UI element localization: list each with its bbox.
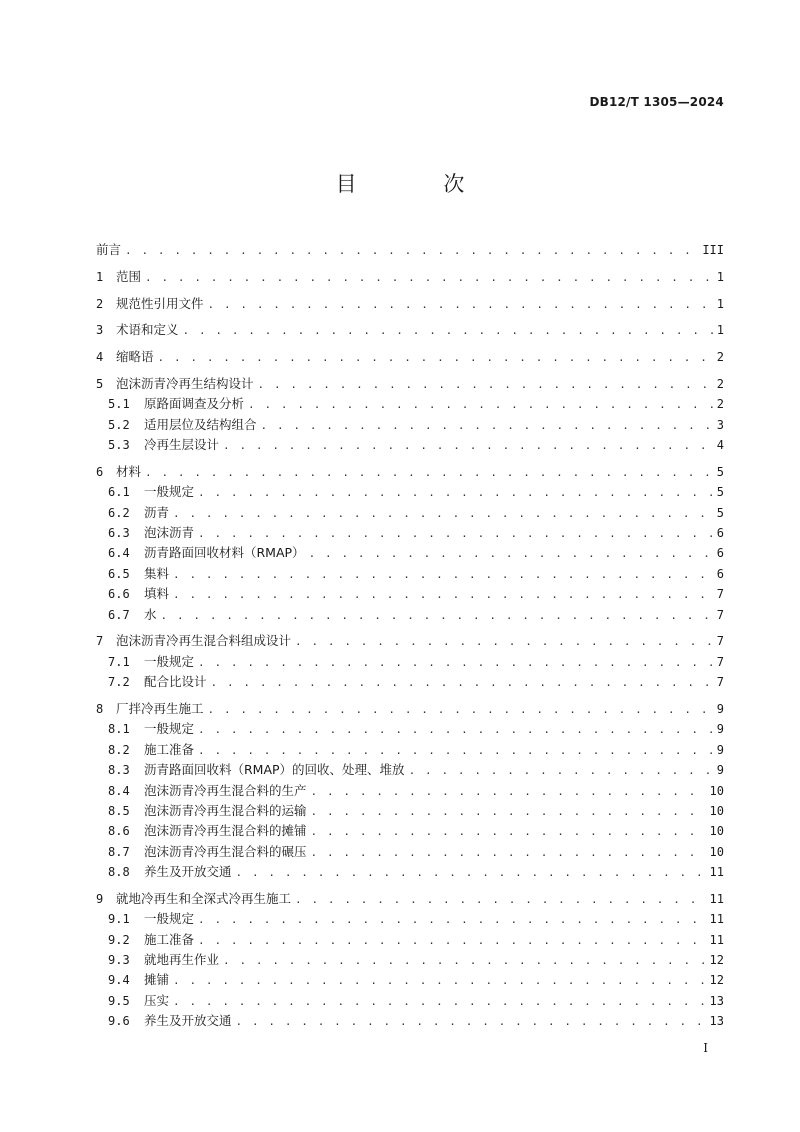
toc-entry[interactable] — [96, 699, 724, 719]
toc-leader-dots — [295, 632, 713, 652]
toc-entry-page: 6 — [716, 566, 724, 581]
toc-leader-dots — [173, 504, 713, 524]
toc-entry-page: 1 — [716, 269, 724, 284]
toc-entry-label: 适用层位及结构组合 — [144, 416, 257, 432]
toc-entry-label: 配合比设计 — [144, 674, 207, 690]
toc-entry-page: 7 — [716, 675, 724, 690]
toc-entry-label: 泡沫沥青冷再生结构设计 — [116, 375, 254, 391]
page-number: I — [703, 1041, 708, 1055]
toc-entry[interactable] — [96, 320, 724, 340]
toc-entry[interactable] — [96, 930, 724, 950]
toc-leader-dots — [198, 524, 713, 544]
toc-entry-number: 8.8 — [108, 865, 130, 880]
toc-entry-number: 1 — [96, 269, 104, 284]
toc-leader-dots — [198, 741, 713, 761]
toc-entry-page: 11 — [709, 865, 724, 880]
toc-entry-number: 4 — [96, 350, 104, 365]
toc-entry-label: 范围 — [116, 268, 142, 284]
toc-entry-label: 泡沫沥青冷再生混合料的摊铺 — [144, 823, 307, 839]
toc-entry-label: 一般规定 — [144, 653, 195, 669]
toc-entry-label: 集料 — [144, 565, 170, 581]
toc-entry-page: III — [702, 243, 724, 257]
toc-entry-number: 2 — [96, 296, 104, 311]
toc-entry-label: 养生及开放交通 — [144, 864, 232, 880]
toc-entry-number: 5.2 — [108, 417, 130, 432]
toc-entry-number: 5.3 — [108, 438, 130, 453]
toc-entry-page: 2 — [716, 350, 724, 365]
toc-entry-page: 7 — [716, 607, 724, 622]
toc-entry-number: 6.5 — [108, 566, 130, 581]
toc-entry[interactable] — [96, 672, 724, 692]
toc-entry-label: 水 — [144, 606, 157, 622]
toc-leader-dots — [173, 565, 713, 585]
toc-entry-number: 7.1 — [108, 654, 130, 669]
toc-entry-page: 10 — [709, 824, 724, 839]
toc-entry-label: 规范性引用文件 — [116, 295, 204, 311]
toc-entry-page: 7 — [716, 654, 724, 669]
toc-entry-label: 养生及开放交通 — [144, 1013, 232, 1029]
toc-entry-number: 9 — [96, 891, 104, 906]
toc-entry-label: 压实 — [144, 992, 170, 1008]
toc-entry[interactable] — [96, 909, 724, 929]
toc-entry-page: 12 — [709, 953, 724, 968]
toc-leader-dots — [125, 241, 698, 261]
toc-entry-number: 6 — [96, 464, 104, 479]
toc-entry-label: 一般规定 — [144, 721, 195, 737]
toc-entry[interactable] — [96, 415, 724, 435]
toc-entry-label: 就地冷再生和全深式冷再生施工 — [116, 890, 292, 906]
toc-leader-dots — [173, 971, 706, 991]
toc-leader-dots — [198, 931, 706, 951]
toc-entry-number: 9.3 — [108, 953, 130, 968]
toc-entry[interactable] — [96, 564, 724, 584]
toc-entry-page: 12 — [709, 973, 724, 988]
toc-leader-dots — [198, 483, 713, 503]
toc-leader-dots — [309, 544, 713, 564]
toc-entry[interactable] — [96, 781, 724, 801]
toc-entry-label: 就地再生作业 — [144, 952, 220, 968]
toc-leader-dots — [211, 673, 713, 693]
toc-entry-number: 8.7 — [108, 844, 130, 859]
toc-entry-number: 8.1 — [108, 722, 130, 737]
toc-entry-page: 9 — [716, 763, 724, 778]
toc-entry-number: 9.5 — [108, 993, 130, 1008]
toc-entry-number: 6.2 — [108, 505, 130, 520]
toc-entry-page: 7 — [716, 634, 724, 649]
toc-entry[interactable] — [96, 523, 724, 543]
toc-entry-number: 5.1 — [108, 397, 130, 412]
toc-leader-dots — [208, 700, 713, 720]
toc-entry[interactable] — [96, 347, 724, 367]
toc-entry-label: 沥青路面回收料（RMAP）的回收、处理、堆放 — [144, 762, 405, 778]
toc-entry[interactable] — [96, 991, 724, 1011]
toc-entry-label: 前言 — [96, 242, 122, 257]
toc-entry-label: 填料 — [144, 586, 170, 602]
toc-entry[interactable] — [96, 374, 724, 394]
toc-entry-number: 7 — [96, 634, 104, 649]
toc-entry-number: 8.4 — [108, 783, 130, 798]
toc-entry[interactable] — [96, 435, 724, 455]
toc-entry[interactable] — [96, 605, 724, 625]
standard-code: DB12/T 1305—2024 — [589, 95, 724, 109]
toc-entry-number: 8.5 — [108, 803, 130, 818]
toc-entry-page: 6 — [716, 546, 724, 561]
toc-entry-page: 13 — [709, 1014, 724, 1029]
toc-entry[interactable] — [96, 240, 724, 260]
toc-entry[interactable] — [96, 294, 724, 314]
toc-entry-page: 4 — [716, 438, 724, 453]
toc-leader-dots — [258, 375, 713, 395]
toc-entry-number: 3 — [96, 323, 104, 338]
toc-entry-page: 9 — [716, 701, 724, 716]
toc-entry-page: 5 — [716, 485, 724, 500]
toc-leader-dots — [223, 436, 713, 456]
toc-entry-label: 材料 — [116, 463, 142, 479]
toc-entry-page: 1 — [716, 323, 724, 338]
toc-entry[interactable] — [96, 503, 724, 523]
toc-entry-page: 2 — [716, 397, 724, 412]
toc-entry[interactable] — [96, 760, 724, 780]
toc-leader-dots — [236, 1012, 706, 1032]
toc-entry-number: 6.7 — [108, 607, 130, 622]
toc-entry[interactable] — [96, 950, 724, 970]
toc-entry-page: 11 — [709, 891, 724, 906]
toc-entry-page: 5 — [716, 505, 724, 520]
toc-leader-dots — [161, 606, 713, 626]
toc-leader-dots — [183, 321, 713, 341]
toc-entry-number: 9.4 — [108, 973, 130, 988]
toc-entry-label: 冷再生层设计 — [144, 437, 220, 453]
toc-entry[interactable] — [96, 543, 724, 563]
toc-entry[interactable] — [96, 584, 724, 604]
toc-entry[interactable] — [96, 631, 724, 651]
toc-entry-label: 泡沫沥青冷再生混合料组成设计 — [116, 633, 292, 649]
toc-entry[interactable] — [96, 719, 724, 739]
toc-entry-number: 8 — [96, 701, 104, 716]
toc-entry-label: 泡沫沥青冷再生混合料的碾压 — [144, 843, 307, 859]
toc-entry-page: 9 — [716, 722, 724, 737]
toc-entry-number: 6.1 — [108, 485, 130, 500]
toc-entry-number: 6.3 — [108, 526, 130, 541]
toc-entry-number: 6.6 — [108, 587, 130, 602]
toc-entry[interactable] — [96, 267, 724, 287]
toc-entry-page: 10 — [709, 803, 724, 818]
toc-entry[interactable] — [96, 842, 724, 862]
toc-entry[interactable] — [96, 970, 724, 990]
toc-entry-label: 一般规定 — [144, 911, 195, 927]
toc-entry[interactable] — [96, 394, 724, 414]
toc-leader-dots — [198, 653, 713, 673]
toc-leader-dots — [261, 416, 713, 436]
toc-entry[interactable] — [96, 821, 724, 841]
toc-entry-number: 8.2 — [108, 742, 130, 757]
toc-entry-page: 3 — [716, 417, 724, 432]
toc-entry[interactable] — [96, 652, 724, 672]
toc-leader-dots — [208, 295, 713, 315]
toc-entry-number: 7.2 — [108, 675, 130, 690]
toc-entry[interactable] — [96, 462, 724, 482]
toc-entry-label: 摊铺 — [144, 972, 170, 988]
toc-leader-dots — [173, 992, 706, 1012]
toc-entry-page: 2 — [716, 376, 724, 391]
toc-entry-number: 8.6 — [108, 824, 130, 839]
toc-entry[interactable] — [96, 740, 724, 760]
toc-entry[interactable] — [96, 801, 724, 821]
toc-entry[interactable] — [96, 862, 724, 882]
toc-leader-dots — [248, 395, 713, 415]
toc-entry[interactable] — [96, 482, 724, 502]
toc-leader-dots — [311, 802, 706, 822]
toc-entry-number: 5 — [96, 376, 104, 391]
toc-entry-page: 5 — [716, 464, 724, 479]
toc-entry-page: 13 — [709, 993, 724, 1008]
toc-leader-dots — [173, 585, 713, 605]
toc-entry-number: 8.3 — [108, 763, 130, 778]
toc-entry-number: 6.4 — [108, 546, 130, 561]
toc-entry-label: 泡沫沥青冷再生混合料的运输 — [144, 802, 307, 818]
toc-entry-page: 9 — [716, 742, 724, 757]
toc-entry-page: 10 — [709, 783, 724, 798]
table-of-contents — [96, 240, 724, 1032]
toc-entry-page: 1 — [716, 296, 724, 311]
toc-entry-label: 施工准备 — [144, 741, 195, 757]
toc-entry-number: 9.2 — [108, 932, 130, 947]
toc-entry-label: 厂拌冷再生施工 — [116, 700, 204, 716]
toc-leader-dots — [198, 910, 706, 930]
toc-leader-dots — [158, 348, 713, 368]
toc-entry-label: 术语和定义 — [116, 322, 179, 338]
toc-entry-number: 9.6 — [108, 1014, 130, 1029]
toc-entry-label: 泡沫沥青 — [144, 525, 195, 541]
toc-leader-dots — [223, 951, 706, 971]
toc-leader-dots — [311, 843, 706, 863]
toc-entry-label: 施工准备 — [144, 931, 195, 947]
toc-leader-dots — [409, 761, 713, 781]
toc-entry-number: 9.1 — [108, 912, 130, 927]
toc-entry-label: 沥青 — [144, 504, 170, 520]
toc-leader-dots — [198, 720, 713, 740]
toc-entry[interactable] — [96, 1011, 724, 1031]
toc-leader-dots — [311, 822, 706, 842]
toc-entry-label: 沥青路面回收材料（RMAP） — [144, 545, 305, 561]
toc-entry-page: 11 — [709, 932, 724, 947]
toc-leader-dots — [236, 863, 706, 883]
toc-entry-label: 一般规定 — [144, 484, 195, 500]
toc-leader-dots — [295, 890, 706, 910]
toc-entry-page: 10 — [709, 844, 724, 859]
toc-leader-dots — [145, 463, 713, 483]
toc-entry-label: 缩略语 — [116, 349, 154, 365]
toc-entry-page: 11 — [709, 912, 724, 927]
toc-entry-label: 原路面调查及分析 — [144, 396, 245, 412]
toc-entry-label: 泡沫沥青冷再生混合料的生产 — [144, 782, 307, 798]
toc-entry-page: 7 — [716, 587, 724, 602]
page-title: 目 次 — [335, 172, 505, 196]
toc-entry-page: 6 — [716, 526, 724, 541]
toc-leader-dots — [145, 268, 713, 288]
toc-entry[interactable] — [96, 889, 724, 909]
toc-leader-dots — [311, 782, 706, 802]
